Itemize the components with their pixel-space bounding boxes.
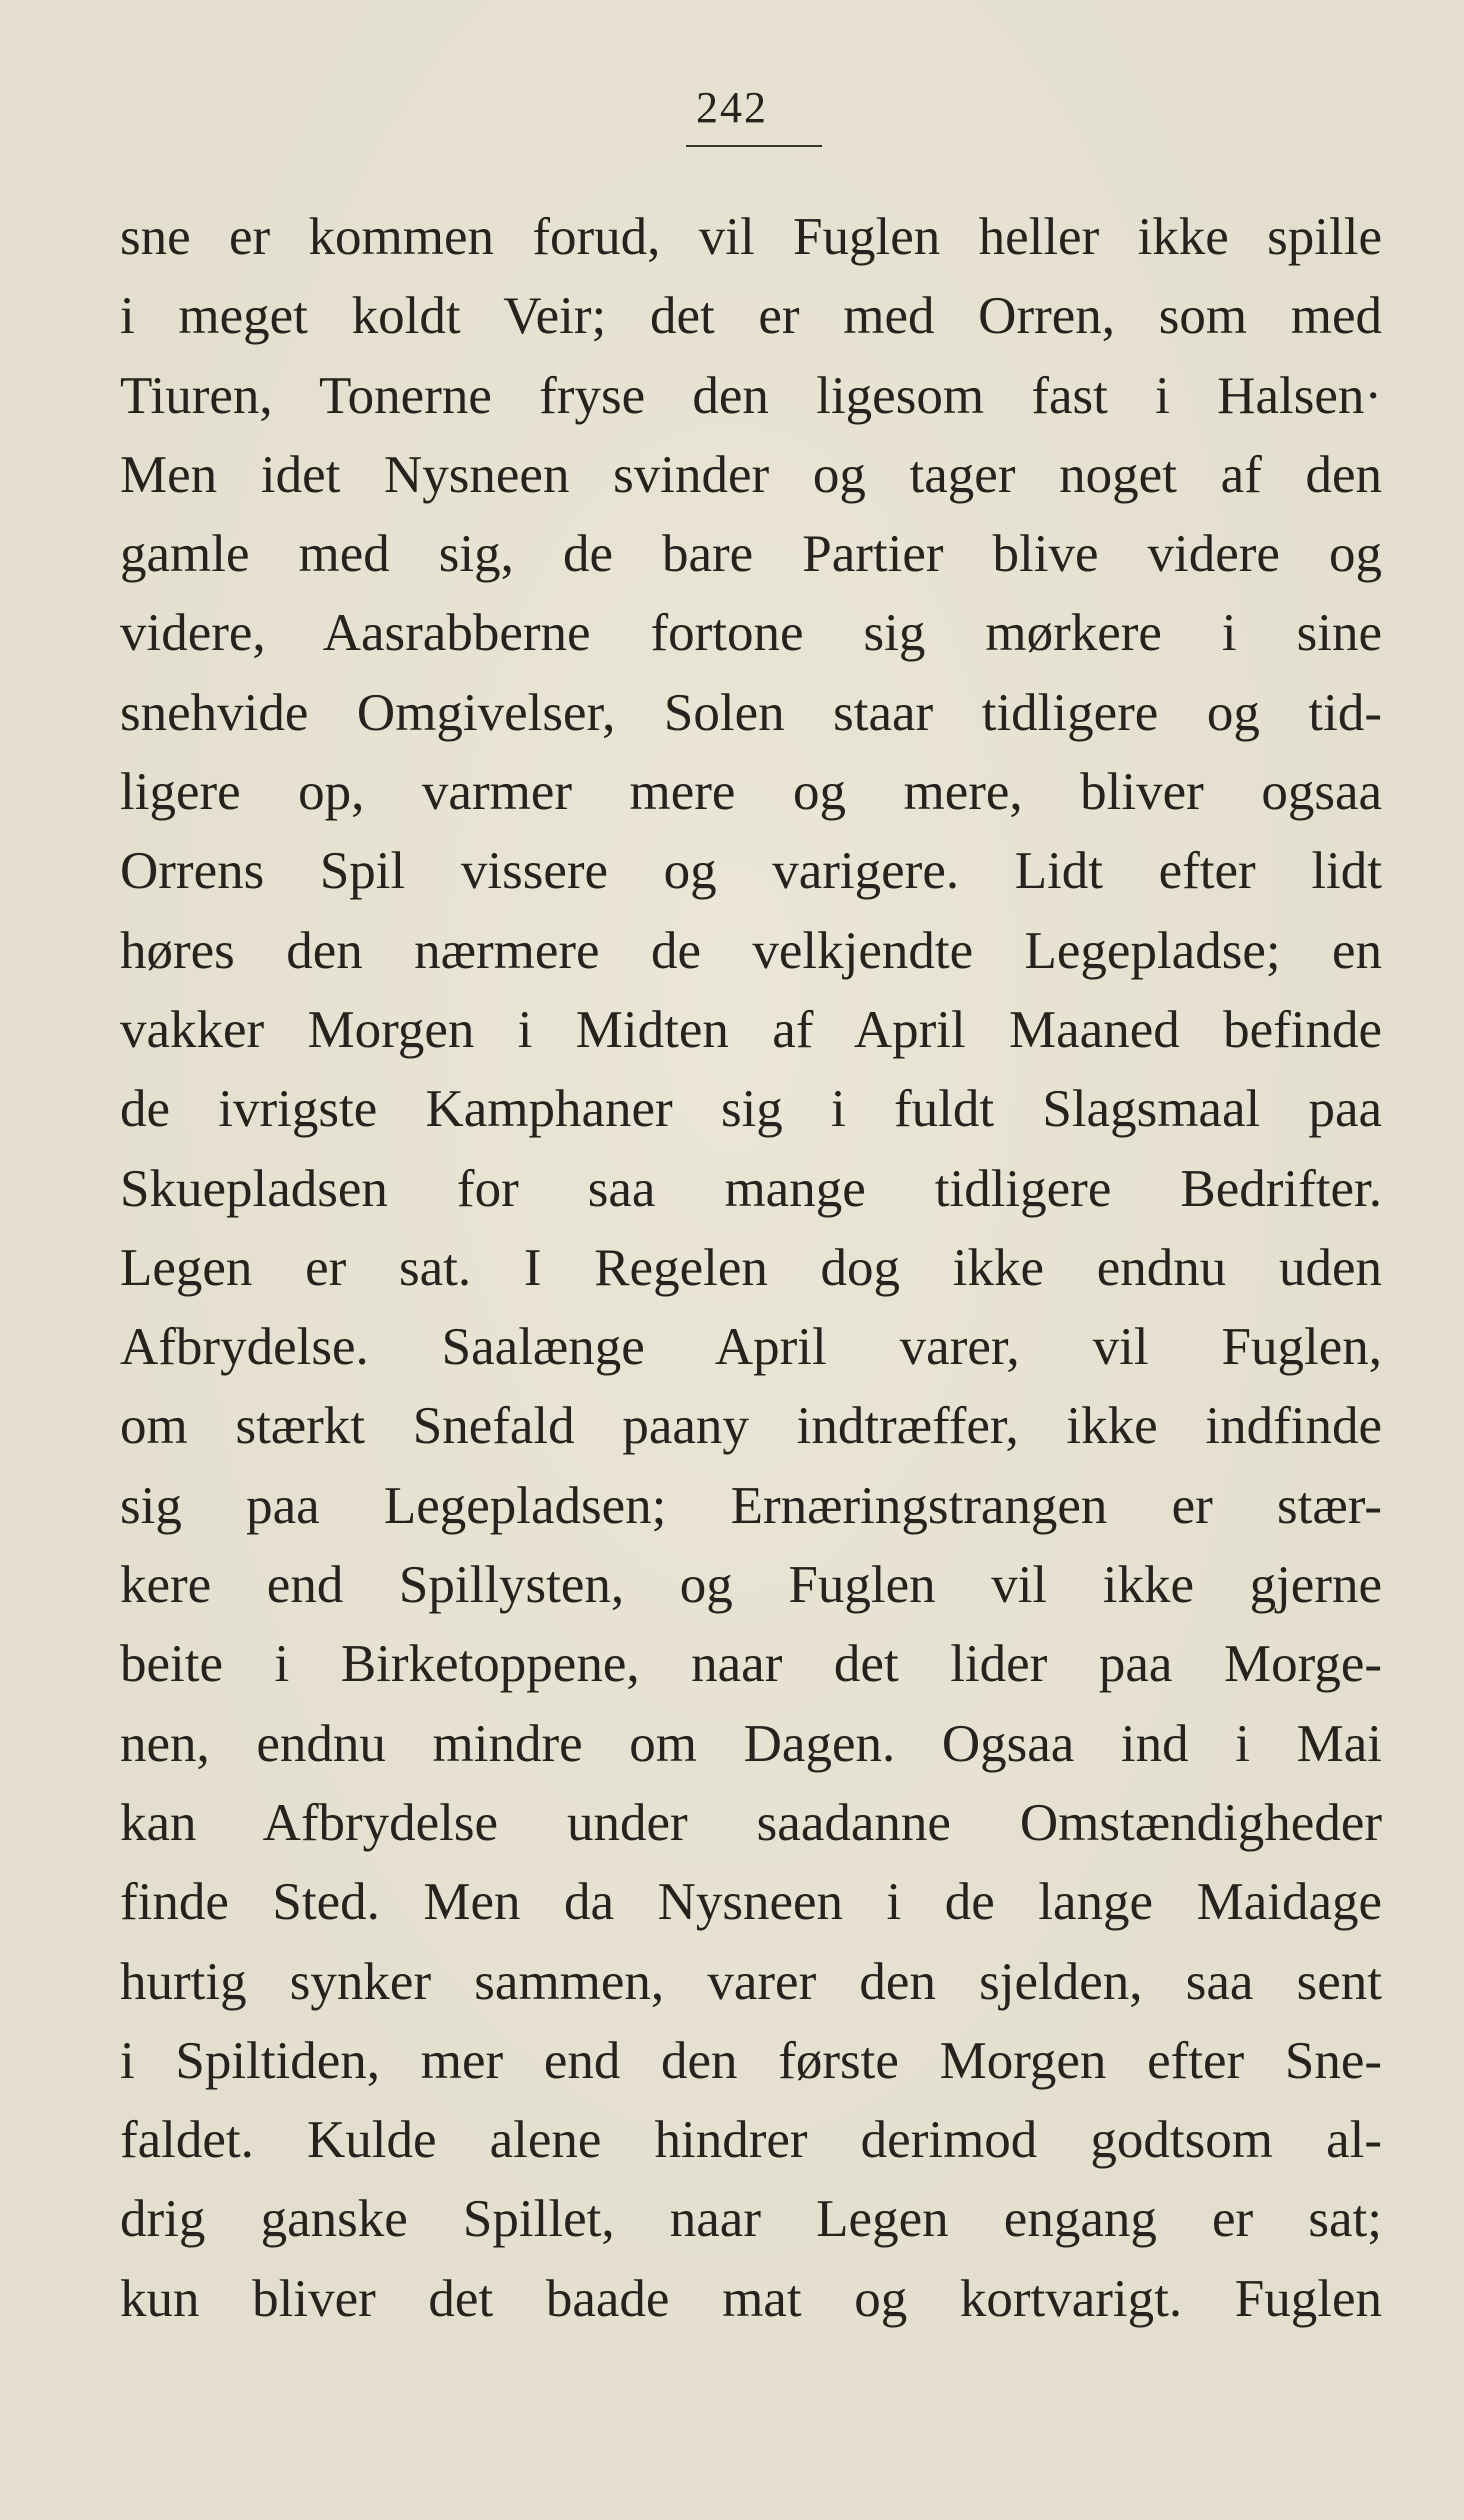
text-line: i meget koldt Veir; det er med Orren, som med: [120, 287, 1382, 346]
text-line: finde Sted. Men da Nysneen i de lange Maidage: [120, 1873, 1382, 1932]
text-line: Legen er sat. I Regelen dog ikke endnu uden: [120, 1238, 1382, 1297]
text-line: kan Afbrydelse under saadanne Omstændigheder: [120, 1793, 1382, 1852]
text-line: Men idet Nysneen svinder og tager noget af den: [120, 445, 1382, 504]
text-line: høres den nærmere de velkjendte Legepladse; en: [120, 921, 1382, 980]
text-line: ligere op, varmer mere og mere, bliver ogsaa: [120, 763, 1382, 822]
text-line: beite i Birketoppene, naar det lider paa Morge-: [120, 1635, 1382, 1694]
text-line: sig paa Legepladsen; Ernæringstrangen er stær-: [120, 1476, 1382, 1535]
text-line: i Spiltiden, mer end den første Morgen efter Sne-: [120, 2031, 1382, 2090]
text-line: hurtig synker sammen, varer den sjelden, saa sent: [120, 1952, 1382, 2011]
text-line: vakker Morgen i Midten af April Maaned befinde: [120, 1000, 1382, 1059]
page-number: 242: [696, 83, 768, 132]
text-line: Skuepladsen for saa mange tidligere Bedrifter.: [120, 1159, 1382, 1218]
text-line: sne er kommen forud, vil Fuglen heller ikke spille: [120, 208, 1382, 266]
text-line: om stærkt Snefald paany indtræffer, ikke indfinde: [120, 1397, 1382, 1456]
text-line: faldet. Kulde alene hindrer derimod godtsom al-: [120, 2111, 1382, 2170]
text-line: Afbrydelse. Saalænge April varer, vil Fuglen,: [120, 1318, 1382, 1377]
text-line: snehvide Omgivelser, Solen staar tidligere og tid-: [120, 683, 1382, 742]
page-number-rule: [686, 145, 822, 147]
text-line: Orrens Spil vissere og varigere. Lidt efter lidt: [120, 842, 1382, 901]
text-line: Tiuren, Tonerne fryse den ligesom fast i Halsen·: [120, 366, 1382, 425]
text-line: kun bliver det baade mat og kortvarigt. Fuglen: [120, 2269, 1382, 2328]
text-line: de ivrigste Kamphaner sig i fuldt Slagsmaal paa: [120, 1080, 1382, 1139]
text-line: gamle med sig, de bare Partier blive videre og: [120, 525, 1382, 584]
text-line: videre, Aasrabberne fortone sig mørkere i sine: [120, 604, 1382, 663]
text-line: nen, endnu mindre om Dagen. Ogsaa ind i Mai: [120, 1714, 1382, 1773]
body-text: [120, 198, 1382, 2339]
text-line: kere end Spillysten, og Fuglen vil ikke gjerne: [120, 1556, 1382, 1615]
text-line: drig ganske Spillet, naar Legen engang er sat;: [120, 2190, 1382, 2249]
